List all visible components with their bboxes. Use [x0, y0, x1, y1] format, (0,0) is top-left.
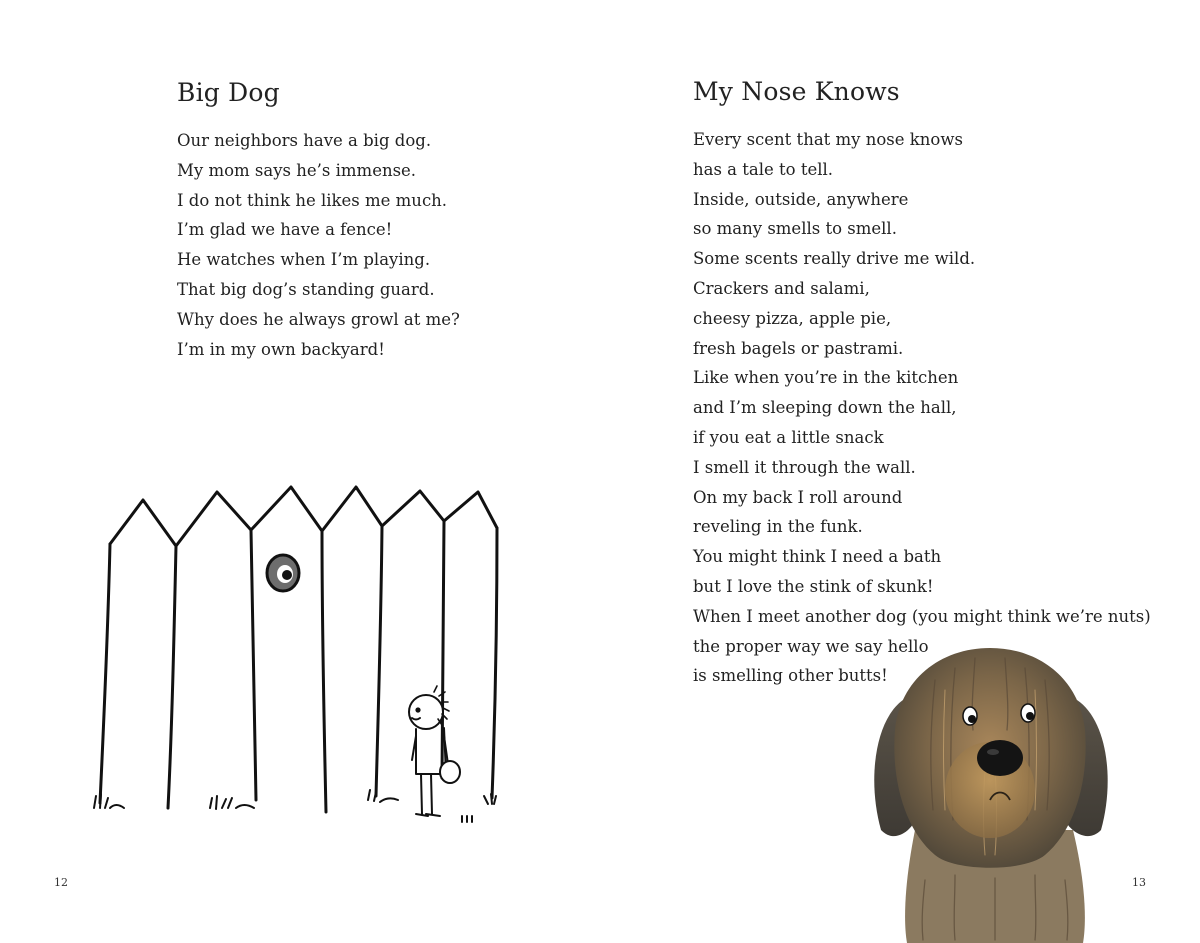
poem-title-my-nose-knows: My Nose Knows: [693, 77, 900, 106]
page-number: 12: [54, 876, 68, 889]
fence-post: [376, 526, 382, 796]
poem-line: so many smells to smell.: [693, 219, 897, 239]
poem-line: has a tale to tell.: [693, 159, 834, 179]
poem-line: Inside, outside, anywhere: [693, 189, 909, 209]
fence-top-outline: [110, 487, 497, 546]
fence-post: [322, 531, 326, 812]
poem-my-nose-knows: [693, 125, 1151, 691]
poem-line: I’m in my own backyard!: [177, 339, 385, 359]
page-number: 13: [1132, 876, 1146, 889]
poem-line: Every scent that my nose knows: [693, 130, 963, 149]
poem-line: When I meet another dog (you might think we’re nuts): [693, 606, 1151, 626]
poem-line: Why does he always growl at me?: [177, 309, 460, 329]
fence-post: [492, 528, 497, 798]
poem-line: I’m glad we have a fence!: [177, 220, 393, 240]
poem-title-big-dog: Big Dog: [177, 78, 280, 107]
poem-line: if you eat a little snack: [693, 427, 884, 447]
boy-figure: [409, 686, 460, 816]
fence-post: [168, 546, 176, 808]
poem-line: and I’m sleeping down the hall,: [693, 398, 957, 418]
poem-line: My mom says he’s immense.: [177, 160, 417, 180]
grass-tuft: [94, 794, 124, 808]
poem-line: I smell it through the wall.: [693, 457, 916, 477]
fence-illustration: [86, 478, 506, 828]
fence-post: [251, 530, 256, 800]
poem-big-dog: [177, 126, 460, 364]
grass-tuft: [210, 796, 254, 809]
poem-line: He watches when I’m playing.: [177, 250, 431, 270]
shaggy-dog-illustration: [845, 640, 1135, 943]
poem-line: You might think I need a bath: [693, 547, 942, 567]
poem-line: Some scents really drive me wild.: [693, 249, 976, 269]
poem-line: Crackers and salami,: [693, 278, 870, 298]
poem-line: is smelling other butts!: [693, 666, 888, 686]
grass-tuft: [368, 790, 398, 802]
dog-nose: [977, 740, 1023, 776]
poem-line: Our neighbors have a big dog.: [177, 131, 432, 150]
poem-line: the proper way we say hello: [693, 636, 929, 656]
poem-line: That big dog’s standing guard.: [177, 279, 435, 299]
poem-line: but I love the stink of skunk!: [693, 576, 934, 596]
fence-post: [100, 544, 110, 803]
knothole-eye: [267, 555, 299, 591]
grass-tuft: [462, 816, 472, 822]
poem-line: On my back I roll around: [693, 487, 903, 507]
poem-line: Like when you’re in the kitchen: [693, 368, 959, 388]
poem-line: reveling in the funk.: [693, 517, 863, 537]
grass-tuft: [484, 794, 496, 804]
poem-line: cheesy pizza, apple pie,: [693, 308, 892, 328]
poem-line: I do not think he likes me much.: [177, 190, 448, 210]
poem-line: fresh bagels or pastrami.: [693, 338, 904, 358]
